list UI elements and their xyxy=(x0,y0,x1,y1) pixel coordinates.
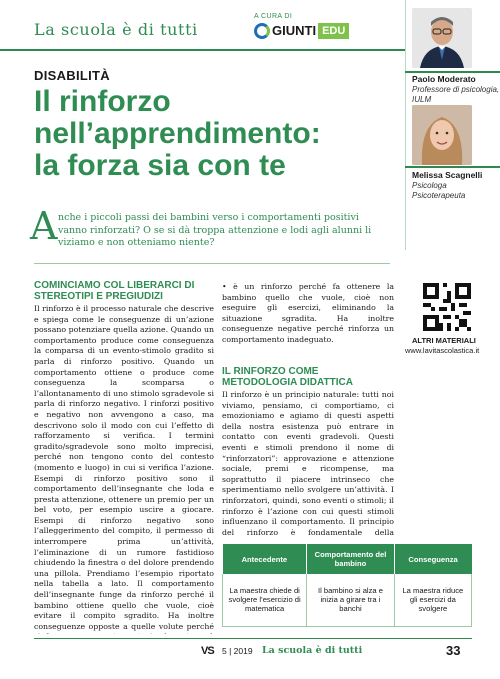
author-role: Psicologa Psicoterapeuta xyxy=(412,181,466,200)
section-body-methodology: Il rinforzo è un principio naturale: tutti noi viviamo, pensiamo, ci comportiamo, ci emozioniamo e agiamo di questi aspetti della nostra esistenza può entrare in contatto con eventi gradevoli. Questi eventi e stimoli prendono il nome di “rinforzatori”: approvazione e attenzione sociale, premi e ricompense, ma soprattutto il piacere intrinseco che sperimentiamo nello svolgere un’attività. I rinforzatori, quindi, sono eventi o stimoli; il rinforzo è l’azione con cui questi stimoli influenzano il comportamento. Il principio del rinforzo è fondamentale della xyxy=(222,390,394,537)
section-body-stereotypes: Il rinforzo è il processo naturale che descrive e spiega come le conseguenze di un’azione possano potenziare quella azione. Quando un comportamento produce come conseguenza la comparsa di un evento-stimolo gradito si parla di rinforzo positivo. Quando un comportamento ottiene o produce come conseguenza la scomparsa o l’allontanamento di uno stimolo sgradevole si parla di rinforzo negativo. I rinforzi positivo e negativo non avvengono a caso, ma descrivono solo il modo con cui l’effetto di rafforzamento si verifica. I termini gradito/sgradevole sono molto imprecisi, perché non tengono conto del contesto (momento e luogo) in cui si verifica l’azione. Esempi di rinforzo positivo sono il comportamento dell’insegnante che loda e presta attenzione, ottenere un premio per un bel voto, per esempio uscire a giocare. Esempi di rinforzo negativo sono l’alleggerimento del compito, il permesso di interrompere prima un’attività, l’eliminazione di un rumore fastidioso chiudendo la finestra o del dolore prendendo una pillola. Prendiamo l’esempio riportato nella tabella a lato. Il comportamento dell’insegnante funge da rinforzo perché il bambino ottiene quello che vuole, cioè evitare il compito sgradito. Ha inoltre conseguenze opposte a quelle volute perché xyxy=(34,304,214,631)
article-headline xyxy=(34,86,394,182)
headline-line: nell’apprendimento: xyxy=(34,117,321,150)
publisher-credit: A CURA DI xyxy=(254,13,293,20)
headline-line: la forza sia con te xyxy=(34,149,286,182)
qr-code[interactable] xyxy=(423,283,471,331)
extra-materials-link[interactable]: www.lavitascolastica.it xyxy=(405,346,480,355)
table-header-row xyxy=(223,544,472,574)
table-header: Comportamento del bambino xyxy=(307,544,394,574)
author-divider xyxy=(405,166,500,168)
table-row xyxy=(223,574,472,626)
article-kicker: DISABILITÀ xyxy=(34,68,110,83)
reinforcement-table xyxy=(222,544,472,627)
footer-section-title: La scuola è di tutti xyxy=(262,645,363,656)
portrait-icon xyxy=(412,105,472,165)
issue-number: 5 | 2019 xyxy=(222,646,253,656)
magazine-section-title: La scuola è di tutti xyxy=(34,20,198,39)
article-lead: nche i piccoli passi dei bambini verso i comportamenti positivi vanno rinforzati? O se si dà troppa attenzione e lodi agli alunni li viziamo e non otteniamo niente? xyxy=(58,212,372,248)
extra-materials-label: ALTRI MATERIALI xyxy=(412,336,476,345)
header-divider xyxy=(0,49,405,51)
author-name: Melissa Scagnelli xyxy=(412,170,483,180)
table-cell: La maestra chiede di svolgere l’esercizio di matematica xyxy=(223,574,307,626)
headline-line: Il rinforzo xyxy=(34,85,171,118)
publisher-logo xyxy=(254,23,349,39)
magazine-logo: VS xyxy=(201,645,214,657)
table-cell: Il bambino si alza e inizia a girare tra i banchi xyxy=(307,574,394,626)
author-photo-paolo xyxy=(412,8,472,68)
author-photo-melissa xyxy=(412,105,472,165)
portrait-icon xyxy=(412,8,472,68)
page-number: 33 xyxy=(446,643,461,658)
section-title-methodology: IL RINFORZO COME METODOLOGIA DIDATTICA xyxy=(222,366,353,388)
author-divider xyxy=(405,71,500,73)
publisher-sub: EDU xyxy=(318,23,349,39)
table-cell: La maestra riduce gli esercizi da svolgere xyxy=(394,574,471,626)
qr-code-icon xyxy=(423,283,471,331)
lead-divider xyxy=(34,263,390,264)
drop-cap: A xyxy=(30,204,58,248)
author-role: Professore di psicologia, IULM xyxy=(412,85,500,104)
footer-divider xyxy=(34,638,472,639)
author-name: Paolo Moderato xyxy=(412,74,476,84)
giunti-logo-icon xyxy=(254,23,270,39)
publisher-name: GIUNTI xyxy=(272,23,317,38)
section-body-continued: • è un rinforzo perché fa ottenere la bambino quello che vuole, cioè non eseguire gli esercizi, eliminando la situazione sgradita. Ha inoltre conseguenze negative perché rinforza un comportamento inadeguato. xyxy=(222,282,394,344)
table-header: Conseguenza xyxy=(394,544,471,574)
table-header: Antecedente xyxy=(223,544,307,574)
section-title-stereotypes: COMINCIAMO COL LIBERARCI DI STEREOTIPI E PREGIUDIZI xyxy=(34,280,195,302)
